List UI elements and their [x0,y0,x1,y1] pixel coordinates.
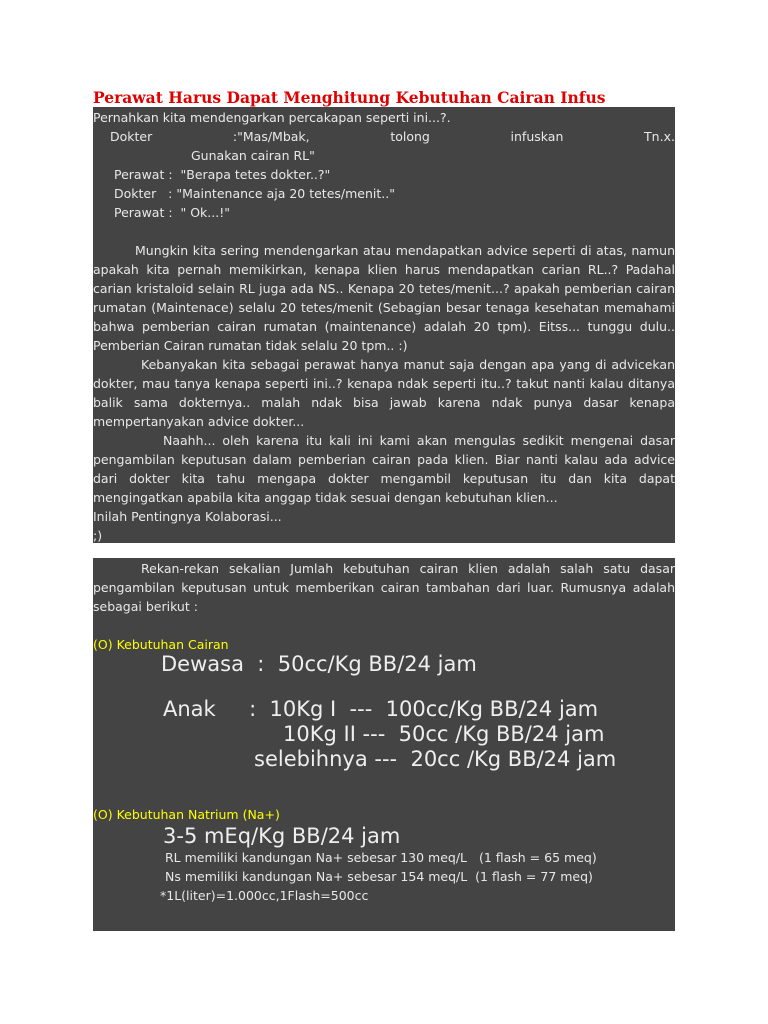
paragraph-5: ;) [93,528,103,543]
dialog-word: tolong [390,129,430,144]
dialog-box [93,107,675,543]
anak-formula-3: selebihnya --- 20cc /Kg BB/24 jam [254,747,617,771]
liter-note: *1L(liter)=1.000cc,1Flash=500cc [160,888,369,903]
natrium-formula: 3-5 mEq/Kg BB/24 jam [163,824,401,848]
dokter-line-1-cont: Gunakan cairan RL" [191,148,315,163]
rl-note: RL memiliki kandungan Na+ sebesar 130 meq/L (1 flash = 65 meq) [165,850,597,865]
dialog-word: :"Mas/Mbak, [232,129,310,144]
paragraph-4: Inilah Pentingnya Kolaborasi... [93,509,282,524]
paragraph-3: Naahh... oleh karena itu kali ini kami akan mengulas sedikit mengenai dasar pengambilan keputusan dalam pemberian cairan pada klien. Biar nanti kalau ada advice dari dokter kita tahu mengapa dokter mengambil keputusan itu dan kita dapat mengingatkan apabila kita anggap tidak sesuai dengan kebutuhan klien... [93,433,675,505]
dokter-line-1 [93,127,675,146]
anak-formula-2: 10Kg II --- 50cc /Kg BB/24 jam [283,722,605,746]
formula-box [93,558,675,931]
perawat-line-2: Perawat : " Ok...!" [114,205,230,220]
ns-note: Ns memiliki kandungan Na+ sebesar 154 meq/L (1 flash = 77 meq) [165,869,593,884]
dialog-word: infuskan [510,129,564,144]
natrium-heading: (O) Kebutuhan Natrium (Na+) [93,807,280,822]
dewasa-formula: Dewasa : 50cc/Kg BB/24 jam [161,652,477,676]
paragraph-1: Mungkin kita sering mendengarkan atau mendapatkan advice seperti di atas, namun apakah kita pernah memikirkan, kenapa klien harus mendapatkan carian RL..? Padahal carian kristaloid selain RL juga ada NS.. Kenapa 20 tetes/menit...? apakah pemberian cairan rumatan (Maintenace) selalu 20 tetes/menit (Sebagian besar tenaga kesehatan memahami bahwa pemberian cairan rumatan (maintenance) adalah 20 tpm). Eitss... tunggu dulu.. Pemberian Cairan rumatan tidak selalu 20 tpm.. :) [93,243,675,353]
dokter-line-2: Dokter : "Maintenance aja 20 tetes/menit.." [114,186,395,201]
intro-text: Pernahkan kita mendengarkan percakapan seperti ini...?. [93,110,451,125]
perawat-line-1: Perawat : "Berapa tetes dokter..?" [114,167,331,182]
section2-intro: Rekan-rekan sekalian Jumlah kebutuhan cairan klien adalah salah satu dasar pengambilan keputusan untuk memberikan cairan tambahan dari luar. Rumusnya adalah sebagai berikut : [93,561,675,614]
dialog-word: Tn.x. [644,129,675,144]
paragraph-2: Kebanyakan kita sebagai perawat hanya manut saja dengan apa yang di advicekan dokter, mau tanya kenapa seperti ini..? kenapa ndak seperti itu..? takut nanti kalau ditanya balik sama dokternya.. malah ndak bisa jawab karena ndak punya dasar kenapa mempertanyakan advice dokter... [93,357,675,429]
anak-formula-1: Anak : 10Kg I --- 100cc/Kg BB/24 jam [163,697,599,721]
dialog-word: Dokter [110,129,153,144]
article-title: Perawat Harus Dapat Menghitung Kebutuhan Cairan Infus [93,88,606,107]
cairan-heading: (O) Kebutuhan Cairan [93,637,229,652]
